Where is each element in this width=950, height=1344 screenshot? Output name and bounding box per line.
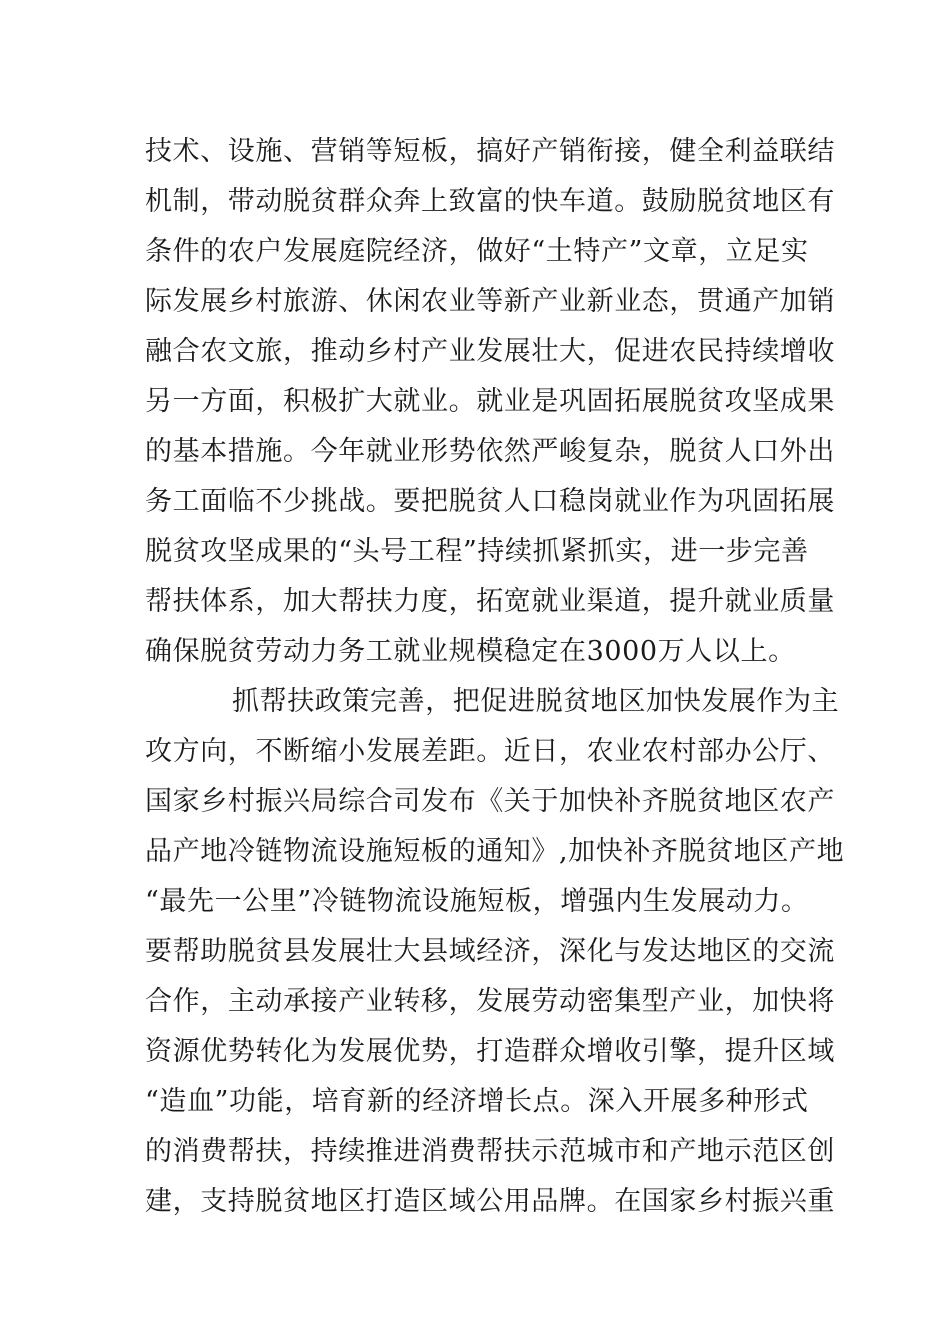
text-line: 国家乡村振兴局综合司发布《关于加快补齐脱贫地区农产 xyxy=(145,786,835,817)
text-line: “最先一公里”冷链物流设施短板，增强内生发展动力。 xyxy=(145,886,809,917)
text-line: 合作，主动承接产业转移，发展劳动密集型产业，加快将 xyxy=(145,986,835,1017)
text-line: 务工面临不少挑战。要把脱贫人口稳岗就业作为巩固拓展 xyxy=(145,486,835,517)
text-line: 攻方向，不断缩小发展差距。近日，农业农村部办公厅、 xyxy=(145,736,835,767)
paragraph-first-line: 抓帮扶政策完善，把促进脱贫地区加快发展作为主 xyxy=(232,686,840,717)
text-line: 机制，带动脱贫群众奔上致富的快车道。鼓励脱贫地区有 xyxy=(145,186,835,217)
text-line: “造血”功能，培育新的经济增长点。深入开展多种形式 xyxy=(145,1086,809,1117)
text-line: 融合农文旅，推动乡村产业发展壮大，促进农民持续增收 xyxy=(145,336,835,367)
text-line: 另一方面，积极扩大就业。就业是巩固拓展脱贫攻坚成果 xyxy=(145,386,835,417)
text-line: 的基本措施。今年就业形势依然严峻复杂，脱贫人口外出 xyxy=(145,436,835,467)
text-line: 际发展乡村旅游、休闲农业等新产业新业态，贯通产加销 xyxy=(145,286,835,317)
text-line: 帮扶体系，加大帮扶力度，拓宽就业渠道，提升就业质量 xyxy=(145,586,835,617)
text-line: 要帮助脱贫县发展壮大县域经济，深化与发达地区的交流 xyxy=(145,936,835,967)
text-line: 脱贫攻坚成果的“头号工程”持续抓紧抓实，进一步完善 xyxy=(145,536,809,567)
text-line: 技术、设施、营销等短板，搞好产销衔接，健全利益联结 xyxy=(145,136,835,167)
text-line: 品产地冷链物流设施短板的通知》,加快补齐脱贫地区产地 xyxy=(145,836,845,867)
text-line: 资源优势转化为发展优势，打造群众增收引擎，提升区域 xyxy=(145,1036,835,1067)
text-line: 的消费帮扶，持续推进消费帮扶示范城市和产地示范区创 xyxy=(145,1136,835,1167)
text-line: 条件的农户发展庭院经济，做好“土特产”文章，立足实 xyxy=(145,236,809,267)
text-line: 确保脱贫劳动力务工就业规模稳定在3000万人以上。 xyxy=(145,636,796,667)
text-line: 建，支持脱贫地区打造区域公用品牌。在国家乡村振兴重 xyxy=(145,1186,835,1217)
